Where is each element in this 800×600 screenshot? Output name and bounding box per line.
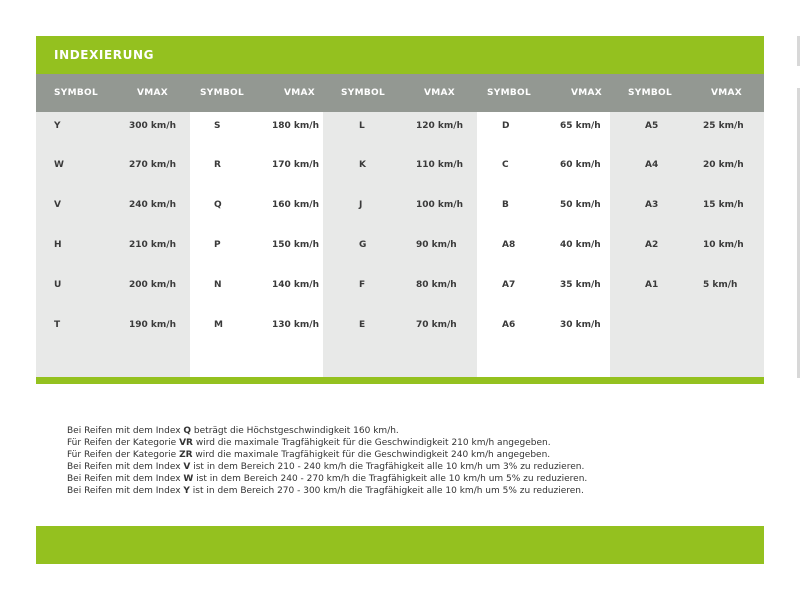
cell-symbol: T bbox=[54, 320, 61, 330]
cell-vmax: 10 km/h bbox=[703, 240, 744, 250]
title-bar bbox=[36, 36, 764, 74]
column-header-vmax: VMAX bbox=[284, 88, 316, 98]
note-index-highlight: W bbox=[183, 474, 194, 484]
table-column-headers bbox=[36, 74, 764, 112]
cell-symbol: B bbox=[502, 200, 509, 210]
note-text: wird die maximale Tragfähigkeit für die Geschwindigkeit 240 km/h angegeben. bbox=[192, 450, 551, 460]
cell-vmax: 100 km/h bbox=[416, 200, 463, 210]
cell-vmax: 65 km/h bbox=[560, 121, 601, 131]
note-line bbox=[67, 461, 587, 473]
cell-vmax: 25 km/h bbox=[703, 121, 744, 131]
cell-symbol: A7 bbox=[502, 280, 516, 290]
note-text: beträgt die Höchstgeschwindigkeit 160 km/h. bbox=[191, 426, 399, 436]
cell-symbol: U bbox=[54, 280, 62, 290]
cell-vmax: 90 km/h bbox=[416, 240, 457, 250]
cell-symbol: A5 bbox=[645, 121, 659, 131]
footer-bar bbox=[36, 526, 764, 564]
cell-symbol: A6 bbox=[502, 320, 516, 330]
cell-symbol: W bbox=[54, 160, 64, 170]
note-index-highlight: Q bbox=[183, 426, 192, 436]
speed-index-table bbox=[36, 112, 764, 377]
cell-symbol: G bbox=[359, 240, 367, 250]
cell-symbol: Q bbox=[214, 200, 222, 210]
cell-symbol: E bbox=[359, 320, 366, 330]
note-text: Bei Reifen mit dem Index bbox=[67, 474, 184, 484]
note-index-highlight: VR bbox=[179, 438, 193, 448]
cell-symbol: S bbox=[214, 121, 221, 131]
note-line bbox=[67, 449, 587, 461]
column-header-vmax: VMAX bbox=[711, 88, 743, 98]
cell-vmax: 210 km/h bbox=[129, 240, 176, 250]
cell-vmax: 300 km/h bbox=[129, 121, 176, 131]
column-header-vmax: VMAX bbox=[571, 88, 603, 98]
cell-symbol: K bbox=[359, 160, 366, 170]
column-header-vmax: VMAX bbox=[137, 88, 169, 98]
page-title: INDEXIERUNG bbox=[54, 48, 155, 62]
cell-vmax: 180 km/h bbox=[272, 121, 319, 131]
note-text: Für Reifen der Kategorie bbox=[67, 450, 180, 460]
cell-vmax: 130 km/h bbox=[272, 320, 319, 330]
column-header-symbol: SYMBOL bbox=[200, 88, 245, 98]
note-text: ist in dem Bereich 210 - 240 km/h die Tragfähigkeit alle 10 km/h um 3% zu reduzieren. bbox=[190, 462, 585, 472]
note-index-highlight: V bbox=[183, 462, 191, 472]
note-line bbox=[67, 485, 587, 497]
cell-vmax: 120 km/h bbox=[416, 121, 463, 131]
note-text: Bei Reifen mit dem Index bbox=[67, 486, 184, 496]
cell-vmax: 40 km/h bbox=[560, 240, 601, 250]
cell-vmax: 5 km/h bbox=[703, 280, 738, 290]
cell-symbol: F bbox=[359, 280, 366, 290]
cell-symbol: A1 bbox=[645, 280, 659, 290]
cell-vmax: 15 km/h bbox=[703, 200, 744, 210]
cell-symbol: D bbox=[502, 121, 510, 131]
note-index-highlight: ZR bbox=[179, 450, 193, 460]
column-header-vmax: VMAX bbox=[424, 88, 456, 98]
column-header-symbol: SYMBOL bbox=[54, 88, 99, 98]
column-header-symbol: SYMBOL bbox=[341, 88, 386, 98]
cell-vmax: 200 km/h bbox=[129, 280, 176, 290]
cell-symbol: L bbox=[359, 121, 365, 131]
cell-symbol: P bbox=[214, 240, 221, 250]
cell-symbol: H bbox=[54, 240, 62, 250]
cell-vmax: 240 km/h bbox=[129, 200, 176, 210]
cell-vmax: 70 km/h bbox=[416, 320, 457, 330]
cell-vmax: 170 km/h bbox=[272, 160, 319, 170]
note-text: ist in dem Bereich 270 - 300 km/h die Tragfähigkeit alle 10 km/h um 5% zu reduzieren. bbox=[189, 486, 584, 496]
cell-vmax: 80 km/h bbox=[416, 280, 457, 290]
column-header-symbol: SYMBOL bbox=[628, 88, 673, 98]
note-text: wird die maximale Tragfähigkeit für die Geschwindigkeit 210 km/h angegeben. bbox=[192, 438, 551, 448]
cell-vmax: 60 km/h bbox=[560, 160, 601, 170]
cell-vmax: 190 km/h bbox=[129, 320, 176, 330]
cell-symbol: C bbox=[502, 160, 509, 170]
cell-vmax: 150 km/h bbox=[272, 240, 319, 250]
cell-symbol: J bbox=[359, 200, 363, 210]
note-line bbox=[67, 425, 587, 437]
note-text: Bei Reifen mit dem Index bbox=[67, 426, 184, 436]
cell-symbol: V bbox=[54, 200, 61, 210]
cell-symbol: A4 bbox=[645, 160, 659, 170]
cell-symbol: A2 bbox=[645, 240, 659, 250]
cell-vmax: 30 km/h bbox=[560, 320, 601, 330]
cell-vmax: 50 km/h bbox=[560, 200, 601, 210]
note-line bbox=[67, 437, 587, 449]
cell-symbol: N bbox=[214, 280, 222, 290]
cell-vmax: 140 km/h bbox=[272, 280, 319, 290]
note-index-highlight: Y bbox=[183, 486, 190, 496]
cell-symbol: A3 bbox=[645, 200, 659, 210]
cell-vmax: 35 km/h bbox=[560, 280, 601, 290]
table-bottom-divider bbox=[36, 377, 764, 384]
note-text: Bei Reifen mit dem Index bbox=[67, 462, 184, 472]
note-text: ist in dem Bereich 240 - 270 km/h die Tragfähigkeit alle 10 km/h um 5% zu reduzieren. bbox=[193, 474, 588, 484]
column-header-symbol: SYMBOL bbox=[487, 88, 532, 98]
note-text: Für Reifen der Kategorie bbox=[67, 438, 180, 448]
cell-symbol: R bbox=[214, 160, 221, 170]
cell-symbol: M bbox=[214, 320, 223, 330]
cell-symbol: A8 bbox=[502, 240, 516, 250]
cell-vmax: 160 km/h bbox=[272, 200, 319, 210]
cell-vmax: 270 km/h bbox=[129, 160, 176, 170]
cell-symbol: Y bbox=[54, 121, 61, 131]
note-line bbox=[67, 473, 587, 485]
notes-section bbox=[67, 425, 587, 497]
cell-vmax: 20 km/h bbox=[703, 160, 744, 170]
cell-vmax: 110 km/h bbox=[416, 160, 463, 170]
